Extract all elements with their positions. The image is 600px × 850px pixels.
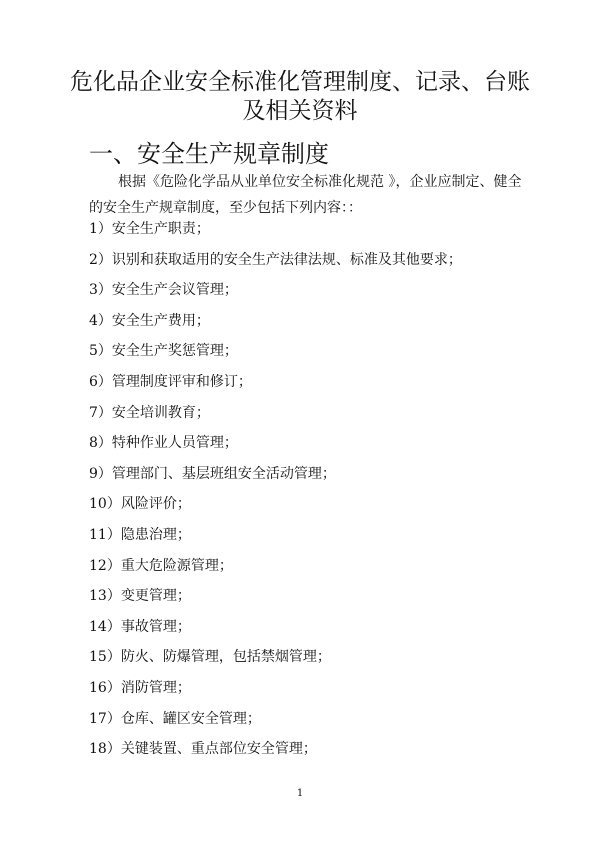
list-item: 12）重大危险源管理； <box>89 557 233 574</box>
list-item: 2）识别和获取适用的安全生产法律法规、标准及其他要求； <box>89 251 462 268</box>
list-item: 18）关键装置、重点部位安全管理； <box>89 741 317 758</box>
list-item: 14）事故管理； <box>89 618 191 635</box>
section-heading: 一、安全生产规章制度 <box>89 140 329 168</box>
list-item: 3）安全生产会议管理； <box>89 282 238 299</box>
list-item: 17）仓库、罐区安全管理； <box>89 710 261 727</box>
list-item: 1）安全生产职责； <box>89 221 210 237</box>
list-item: 16）消防管理； <box>89 679 191 696</box>
intro-paragraph: 根据《危险化学品从业单位安全标准化规范 》，企业应制定、健全的安全生产规章制度，至少包括下列内容：： <box>89 174 522 216</box>
regulation-list <box>89 219 462 770</box>
list-item: 10）风险评价； <box>89 496 191 513</box>
list-item: 9）管理部门、基层班组安全活动管理； <box>89 465 336 482</box>
document-title: 危化品企业安全标准化管理制度、记录、台账及相关资料 <box>70 69 530 124</box>
list-item: 4）安全生产费用； <box>89 312 210 329</box>
list-item: 11）隐患治理； <box>89 526 191 543</box>
list-item: 13）变更管理； <box>89 588 191 605</box>
list-item: 5）安全生产奖惩管理； <box>89 343 238 360</box>
list-item: 15）防火、防爆管理，包括禁烟管理； <box>89 649 331 666</box>
list-item: 7）安全培训教育； <box>89 404 210 421</box>
list-item: 8）特种作业人员管理； <box>89 435 238 452</box>
page-number: 1 <box>296 788 304 799</box>
list-item: 6）管理制度评审和修订； <box>89 373 252 390</box>
